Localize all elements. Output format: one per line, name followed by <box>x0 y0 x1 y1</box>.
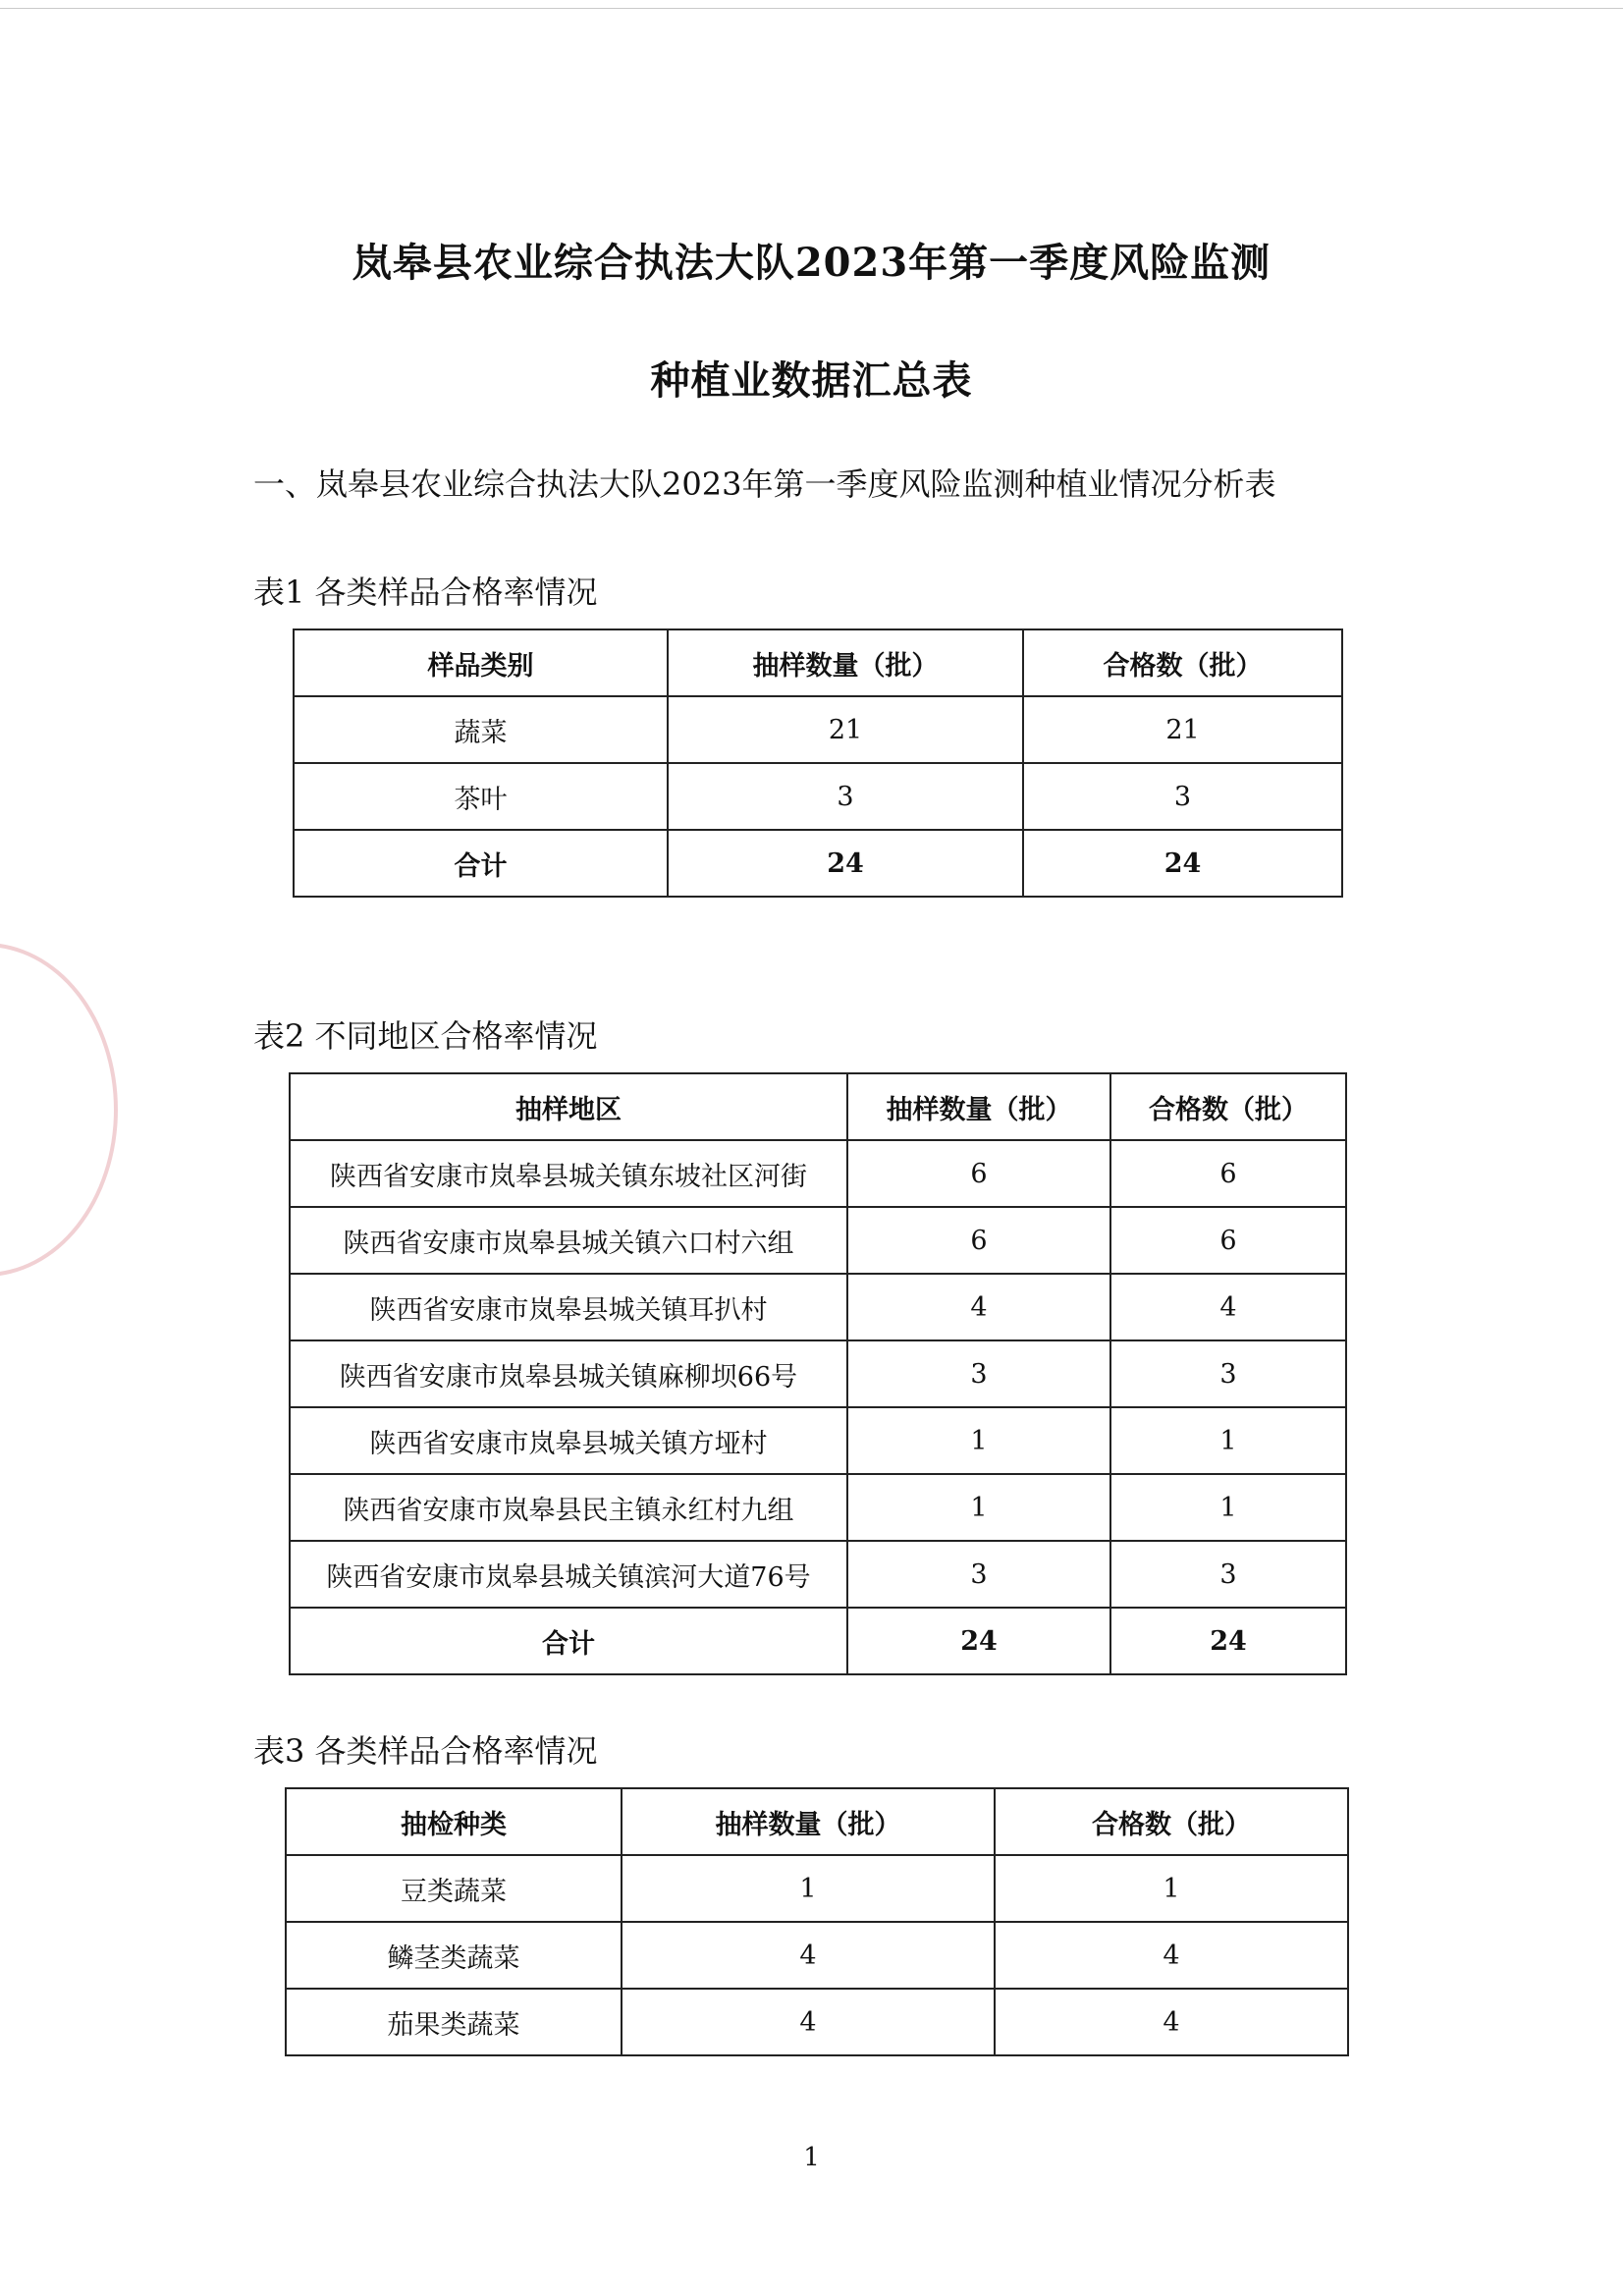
table-cell: 3 <box>668 763 1023 830</box>
table-cell: 茄果类蔬菜 <box>286 1989 622 2055</box>
table-2-caption: 表2 不同地区合格率情况 <box>253 1017 598 1055</box>
table-header-row <box>286 1788 1348 1855</box>
table-cell: 1 <box>1110 1407 1346 1474</box>
table-row <box>286 1855 1348 1922</box>
table-cell: 陕西省安康市岚皋县城关镇东坡社区河街 <box>290 1140 847 1207</box>
table-cell: 蔬菜 <box>294 696 668 763</box>
table-cell: 陕西省安康市岚皋县城关镇滨河大道76号 <box>290 1541 847 1608</box>
table-row <box>290 1207 1346 1274</box>
document-title-line-2: 种植业数据汇总表 <box>650 357 973 404</box>
table-cell: 24 <box>1110 1608 1346 1674</box>
header-cell: 抽样数量（批） <box>622 1788 995 1855</box>
table-3-caption: 表3 各类样品合格率情况 <box>253 1732 598 1770</box>
table-header-row <box>290 1073 1346 1140</box>
table-1-sample-category <box>293 629 1343 898</box>
table-cell: 陕西省安康市岚皋县民主镇永红村九组 <box>290 1474 847 1541</box>
table-cell: 3 <box>1110 1340 1346 1407</box>
table-1-caption: 表1 各类样品合格率情况 <box>253 574 598 611</box>
table-row <box>294 763 1342 830</box>
header-cell: 抽样地区 <box>290 1073 847 1140</box>
header-cell: 样品类别 <box>294 629 668 696</box>
document-title-line-1: 岚皋县农业综合执法大队2023年第一季度风险监测 <box>352 240 1271 286</box>
official-seal-fragment <box>0 943 118 1277</box>
table-cell: 陕西省安康市岚皋县城关镇麻柳坝66号 <box>290 1340 847 1407</box>
table-cell: 4 <box>622 1989 995 2055</box>
table-cell: 4 <box>995 1922 1348 1989</box>
table-cell: 1 <box>1110 1474 1346 1541</box>
table-cell: 24 <box>847 1608 1110 1674</box>
table-row <box>290 1407 1346 1474</box>
table-total-row <box>290 1608 1346 1674</box>
table-cell: 合计 <box>290 1608 847 1674</box>
table-cell: 4 <box>1110 1274 1346 1340</box>
table-cell: 4 <box>622 1922 995 1989</box>
table-total-row <box>294 830 1342 897</box>
header-cell: 抽检种类 <box>286 1788 622 1855</box>
table-cell: 24 <box>668 830 1023 897</box>
section-heading: 一、岚皋县农业综合执法大队2023年第一季度风险监测种植业情况分析表 <box>253 465 1276 503</box>
table-cell: 鳞茎类蔬菜 <box>286 1922 622 1989</box>
table-cell: 6 <box>847 1140 1110 1207</box>
table-cell: 21 <box>668 696 1023 763</box>
table-row <box>286 1989 1348 2055</box>
table-cell: 24 <box>1023 830 1342 897</box>
header-cell: 抽样数量（批） <box>668 629 1023 696</box>
table-cell: 陕西省安康市岚皋县城关镇方垭村 <box>290 1407 847 1474</box>
header-cell: 抽样数量（批） <box>847 1073 1110 1140</box>
table-cell: 3 <box>847 1541 1110 1608</box>
table-cell: 6 <box>1110 1207 1346 1274</box>
table-3-inspection-category <box>285 1787 1349 2056</box>
table-cell: 1 <box>847 1474 1110 1541</box>
table-cell: 4 <box>847 1274 1110 1340</box>
table-row <box>286 1922 1348 1989</box>
table-row <box>290 1541 1346 1608</box>
table-row <box>290 1274 1346 1340</box>
table-cell: 陕西省安康市岚皋县城关镇六口村六组 <box>290 1207 847 1274</box>
table-cell: 6 <box>847 1207 1110 1274</box>
table-cell: 4 <box>995 1989 1348 2055</box>
table-cell: 1 <box>847 1407 1110 1474</box>
table-2-sampling-region <box>289 1072 1347 1675</box>
page-top-rule <box>0 8 1623 9</box>
header-cell: 合格数（批） <box>995 1788 1348 1855</box>
table-cell: 1 <box>995 1855 1348 1922</box>
table-cell: 6 <box>1110 1140 1346 1207</box>
table-row <box>290 1474 1346 1541</box>
header-cell: 合格数（批） <box>1110 1073 1346 1140</box>
table-cell: 3 <box>847 1340 1110 1407</box>
table-cell: 3 <box>1023 763 1342 830</box>
page-number: 1 <box>803 2143 820 2172</box>
table-cell: 陕西省安康市岚皋县城关镇耳扒村 <box>290 1274 847 1340</box>
header-cell: 合格数（批） <box>1023 629 1342 696</box>
table-row <box>294 696 1342 763</box>
table-row <box>290 1140 1346 1207</box>
table-cell: 茶叶 <box>294 763 668 830</box>
table-cell: 3 <box>1110 1541 1346 1608</box>
table-cell: 合计 <box>294 830 668 897</box>
table-cell: 21 <box>1023 696 1342 763</box>
table-row <box>290 1340 1346 1407</box>
table-cell: 1 <box>622 1855 995 1922</box>
table-header-row <box>294 629 1342 696</box>
table-cell: 豆类蔬菜 <box>286 1855 622 1922</box>
